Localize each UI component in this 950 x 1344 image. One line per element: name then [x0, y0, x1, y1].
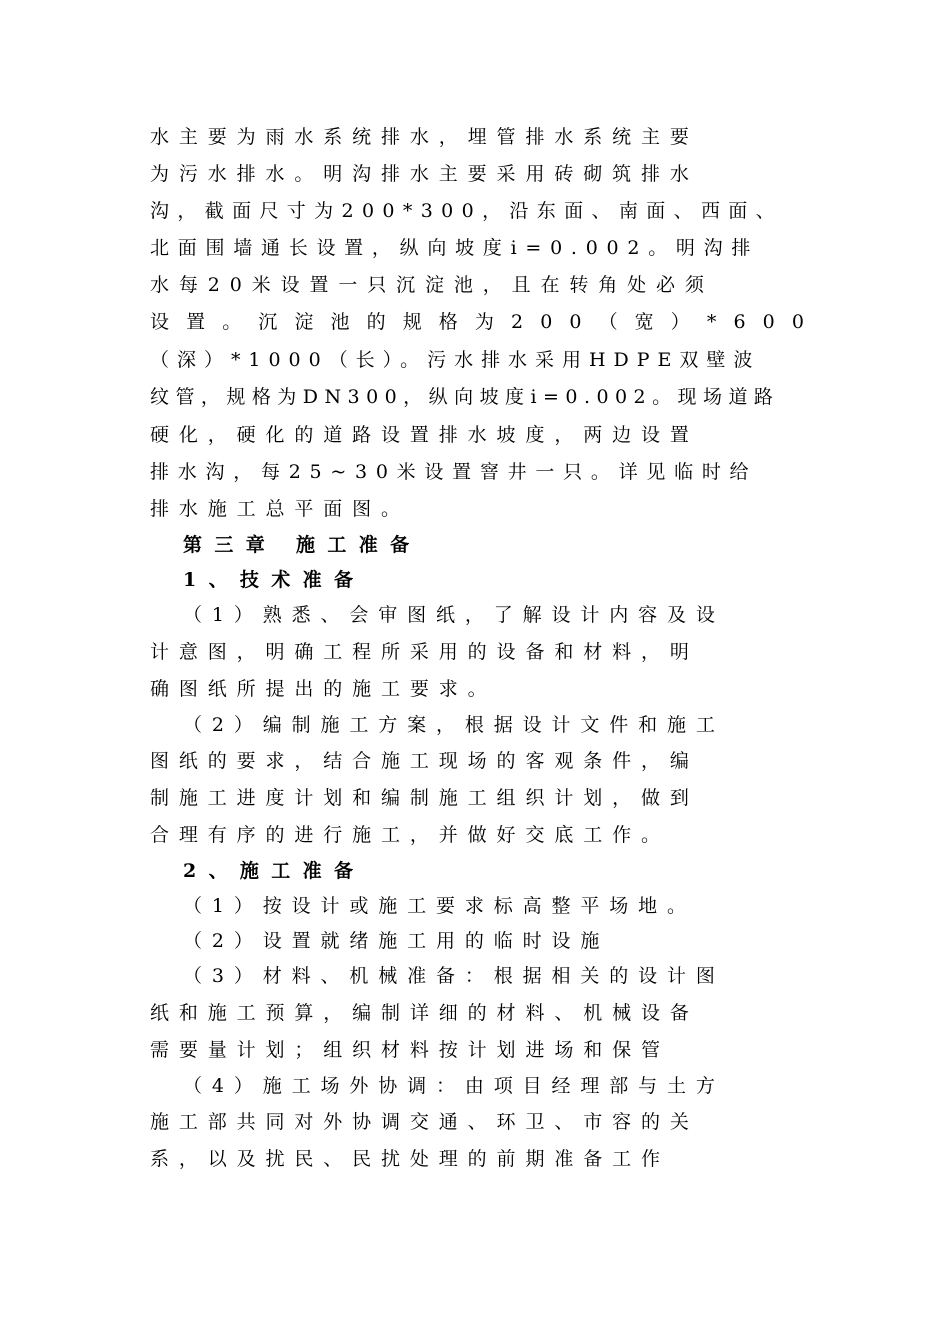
body-text-line: 系，以及扰民、民扰处理的前期准备工作	[150, 1148, 670, 1170]
body-text-line: 北面围墙通长设置，纵向坡度i=0.002。明沟排	[150, 237, 760, 259]
body-text-line: 沟，截面尺寸为200*300，沿东面、南面、西面、	[150, 200, 784, 222]
body-text-line: 设置。沉淀池的规格为200（宽）*600	[150, 311, 822, 333]
body-text-line: 纹管，规格为DN300，纵向坡度i=0.002。现场道路	[150, 386, 780, 408]
body-text-line: （3）材料、机械准备：根据相关的设计图	[183, 965, 725, 987]
body-text-line: （4）施工场外协调：由项目经理部与土方	[183, 1075, 725, 1097]
body-text-line: 水主要为雨水系统排水，埋管排水系统主要	[150, 126, 699, 148]
body-text-line: 图纸的要求，结合施工现场的客观条件，编	[150, 750, 699, 772]
section-title: 2、施工准备	[183, 860, 366, 882]
body-text-line: 合理有序的进行施工，并做好交底工作。	[150, 824, 670, 846]
body-text-line: 水每20米设置一只沉淀池，且在转角处必须	[150, 274, 714, 296]
body-text-line: （1）按设计或施工要求标高整平场地。	[183, 895, 696, 917]
chapter-title: 第三章 施工准备	[183, 534, 422, 556]
body-text-line: 施工部共同对外协调交通、环卫、市容的关	[150, 1111, 699, 1133]
body-text-line: 需要量计划；组织材料按计划进场和保管	[150, 1039, 670, 1061]
body-text-line: 确图纸所提出的施工要求。	[150, 678, 497, 700]
body-text-line: 纸和施工预算，编制详细的材料、机械设备	[150, 1002, 699, 1024]
section-title: 1、技术准备	[183, 569, 366, 591]
body-text-line: （2）编制施工方案，根据设计文件和施工	[183, 714, 725, 736]
body-text-line: （深）*1000（长）。污水排水采用HDPE双壁波	[150, 349, 761, 371]
body-text-line: 制施工进度计划和编制施工组织计划，做到	[150, 787, 699, 809]
body-text-line: 硬化，硬化的道路设置排水坡度，两边设置	[150, 424, 699, 446]
body-text-line: （1）熟悉、会审图纸，了解设计内容及设	[183, 604, 725, 626]
body-text-line: 为污水排水。明沟排水主要采用砖砌筑排水	[150, 163, 699, 185]
body-text-line: 计意图，明确工程所采用的设备和材料，明	[150, 641, 699, 663]
body-text-line: （2）设置就绪施工用的临时设施	[183, 930, 610, 952]
body-text-line: 排水沟，每25~30米设置窨井一只。详见临时给	[150, 461, 758, 483]
body-text-line: 排水施工总平面图。	[150, 498, 410, 520]
